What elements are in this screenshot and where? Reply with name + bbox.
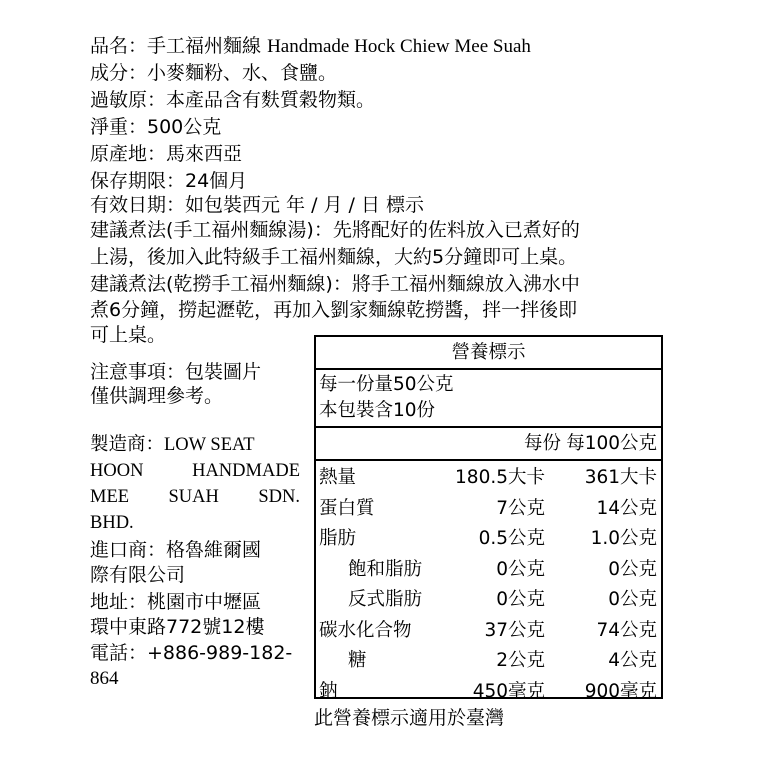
manufacturer-word: SUAH: [168, 487, 219, 507]
col-per-100g: 每100公克: [566, 433, 657, 454]
notice: [90, 360, 300, 408]
manufacturer-word: HOON: [90, 461, 144, 481]
expiry-date: 有效日期：如包裝西元 年 / 月 / 日 標示: [90, 194, 425, 216]
nutrient-row: [316, 645, 661, 676]
cooking-method-1-line-1: 建議煮法(手工福州麵線湯)：先將配好的佐料放入已煮好的: [90, 219, 580, 241]
nutrient-per-100g: 900毫克: [584, 680, 657, 702]
nutrient-name: 蛋白質: [319, 497, 375, 519]
nutrient-row: [316, 554, 661, 585]
nutrition-footer-note: 此營養標示適用於臺灣: [314, 707, 505, 729]
nutrient-per-100g: 14公克: [596, 497, 657, 519]
manufacturer-word: MEE: [90, 487, 130, 507]
origin: 原產地：馬來西亞: [90, 143, 243, 165]
allergen: 過敏原：本產品含有麩質穀物類。: [90, 89, 376, 111]
nutrient-name: 反式脂肪: [348, 589, 423, 610]
address-line-2: 環中東路772號12樓: [90, 616, 265, 638]
address-line-1: 地址：桃園市中壢區: [90, 591, 262, 613]
nutrient-per-100g: 0公克: [608, 558, 657, 580]
nutrient-per-serving: 0公克: [496, 589, 545, 610]
column-header-row: [316, 428, 661, 459]
importer-line-1: 進口商：格魯維爾國: [90, 539, 262, 561]
product-name-zh: 品名：手工福州麵線: [90, 35, 262, 57]
nutrient-per-100g: 4公克: [608, 650, 657, 671]
manufacturer-line-4: BHD.: [90, 513, 134, 533]
nutrient-row: [316, 584, 661, 615]
cooking-method-2-line-2: 煮6分鐘，撈起瀝乾，再加入劉家麵線乾撈醬，拌一拌後即: [90, 299, 578, 321]
nutrient-row: [316, 676, 661, 707]
importer: [90, 538, 300, 588]
phone-line-1: 電話：+886-989-182-: [90, 642, 293, 664]
nutrition-title: 營養標示: [316, 337, 661, 370]
nutrient-per-100g: 0公克: [608, 589, 657, 610]
cooking-method-2-line-1: 建議煮法(乾撈手工福州麵線)：將手工福州麵線放入沸水中: [90, 273, 580, 295]
notice-line-2: 僅供調理參考。: [90, 385, 224, 407]
nutrient-row: [316, 523, 661, 554]
nutrient-per-serving: 0.5公克: [478, 528, 545, 549]
nutrient-per-serving: 2公克: [496, 650, 545, 671]
nutrient-name: 糖: [348, 650, 367, 671]
serving-info: [319, 372, 454, 424]
table-divider: [316, 459, 661, 461]
importer-line-2: 際有限公司: [90, 564, 186, 586]
nutrient-per-100g: 74公克: [596, 619, 657, 641]
manufacturer: [90, 432, 300, 536]
nutrient-name: 熱量: [319, 467, 357, 488]
nutrient-per-serving: 180.5大卡: [455, 467, 545, 488]
address: [90, 590, 300, 640]
cooking-method-2-line-3: 可上桌。: [90, 324, 167, 346]
manufacturer-word: HANDMADE: [192, 461, 300, 481]
col-per-serving: 每份: [523, 433, 561, 454]
phone-line-2: 864: [90, 668, 119, 689]
notice-line-1: 注意事項：包裝圖片: [90, 361, 262, 383]
manufacturer-line-3: [90, 484, 300, 510]
nutrient-per-100g: 361大卡: [584, 467, 657, 488]
phone: [90, 640, 300, 692]
nutrition-facts-table: [314, 335, 663, 702]
nutrient-name: 碳水化合物: [319, 619, 412, 641]
nutrient-row: [316, 462, 661, 493]
manufacturer-line-2: [90, 458, 300, 484]
nutrient-row: [316, 493, 661, 524]
nutrient-per-100g: 1.0公克: [590, 528, 657, 549]
nutrient-name: 脂肪: [319, 528, 357, 549]
nutrient-name: 飽和脂肪: [348, 558, 423, 580]
product-name-line: [90, 34, 531, 59]
servings-per-package: 本包裝含10份: [319, 400, 436, 421]
net-weight: 淨重：500公克: [90, 116, 222, 138]
nutrient-per-serving: 0公克: [496, 558, 545, 580]
nutrient-name: 鈉: [319, 680, 338, 702]
ingredients: 成分：小麥麵粉、水、食鹽。: [90, 62, 338, 84]
product-name-en: Handmade Hock Chiew Mee Suah: [267, 36, 531, 57]
manufacturer-word: SDN.: [258, 487, 300, 507]
cooking-method-1-line-2: 上湯，後加入此特級手工福州麵線，大約5分鐘即可上桌。: [90, 246, 578, 268]
nutrient-per-serving: 7公克: [496, 497, 545, 519]
nutrient-per-serving: 37公克: [484, 619, 545, 641]
shelf-life: 保存期限：24個月: [90, 170, 248, 192]
nutrient-per-serving: 450毫克: [472, 680, 545, 702]
serving-size: 每一份量50公克: [319, 374, 454, 395]
nutrient-row: [316, 615, 661, 646]
manufacturer-line-1: 製造商：LOW SEAT: [90, 435, 255, 455]
